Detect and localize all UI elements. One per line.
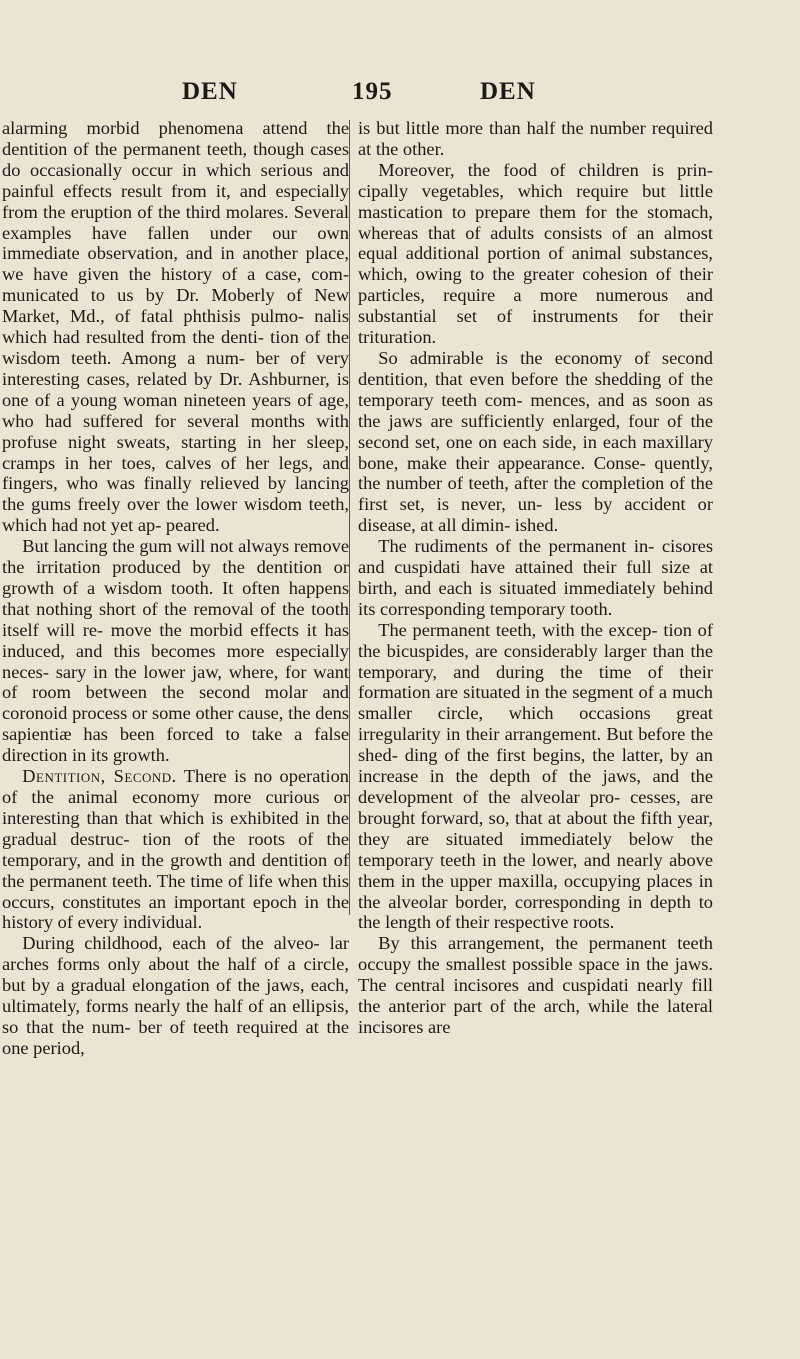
left-paragraph-4: During childhood, each of the alveo- lar arches forms only about the half of a circle, but by a gradual elongation of the jaws, each, ultimately, forms nearly the half of an ellipsis, so that the num- ber of teeth required at the one period, [2,933,349,1058]
page-number: 195 [352,78,393,105]
column-divider [349,120,350,915]
header-right-word: DEN [480,78,536,105]
right-paragraph-3: So admirable is the economy of second dentition, that even before the shedding of the temporary teeth com- mences, and as soon as the jaws are sufficiently enlarged, four of the second set, one on each side, in each maxillary bone, make their appearance. Conse- quently, the number of teeth, after the completion of the first set, is never, un- less by accident or disease, at all dimin- ished. [358,347,713,536]
right-column [358,118,713,1038]
left-paragraph-3 [2,766,349,933]
section-heading: Dentition, Second. [22,766,177,787]
right-paragraph-4: The rudiments of the permanent in- cisores and cuspidati have attained their full size at birth, and each is situated immediately behind its corresponding temporary tooth. [358,536,713,619]
header-left-word: DEN [182,78,238,105]
left-paragraph-2: But lancing the gum will not always remove the irritation produced by the dentition or growth of a wisdom tooth. It often happens that nothing short of the removal of the tooth itself will re- move the morbid effects it has induced, and this becomes more especially neces- sary in the lower jaw, where, for want of room between the second molar and coronoid process or some other cause, the dens sapientiæ has been forced to take a false direction in its growth. [2,536,349,766]
right-paragraph-1: is but little more than half the number required at the other. [358,118,713,159]
left-paragraph-3-text: There is no operation of the animal economy more curious or interesting than that which is exhibited in the gradual destruc- tion of the roots of the temporary, and in the growth and dentition of the permanent teeth. The time of life when this occurs, constitutes an important epoch in the history of every individual. [2,766,349,933]
left-column [2,118,349,1059]
right-paragraph-2: Moreover, the food of children is prin- cipally vegetables, which require but little mastication to prepare them for the stomach, whereas that of adults consists of an almost equal additional portion of animal substances, which, owing to the greater cohesion of their particles, require a more numerous and substantial set of instruments for their trituration. [358,159,713,348]
right-paragraph-6: By this arrangement, the permanent teeth occupy the smallest possible space in the jaws. The central incisores and cuspidati nearly fill the anterior part of the arch, while the lateral incisores are [358,933,713,1037]
right-paragraph-5: The permanent teeth, with the excep- tion of the bicuspides, are considerably larger than the temporary, and during the time of their formation are situated in the segment of a much smaller circle, which occasions great irregularity in their arrangement. But before the shed- ding of the first begins, the latter, by an increase in the depth of the jaws, and the development of the alveolar pro- cesses, are brought forward, so, that at about the fifth year, they are situated immediately below the temporary teeth in the lower, and nearly above them in the upper maxilla, occupying places in the alveolar border, corresponding in depth to the length of their respective roots. [358,619,713,933]
running-header [0,78,800,108]
left-paragraph-1: alarming morbid phenomena attend the dentition of the permanent teeth, though cases do occasionally occur in which serious and painful effects result from it, and especially from the eruption of the third molares. Several examples have fallen under our own immediate observation, and in another place, we have given the history of a case, com- municated to us by Dr. Moberly of New Market, Md., of fatal phthisis pulmo- nalis which had resulted from the denti- tion of the wisdom teeth. Among a num- ber of very interesting cases, related by Dr. Ashburner, is one of a young woman nineteen years of age, who had suffered for several months with profuse night sweats, starting in her sleep, cramps in her toes, calves of her legs, and fingers, who was finally relieved by lancing the gums freely over the lower wisdom teeth, which had not yet ap- peared. [2,118,349,536]
